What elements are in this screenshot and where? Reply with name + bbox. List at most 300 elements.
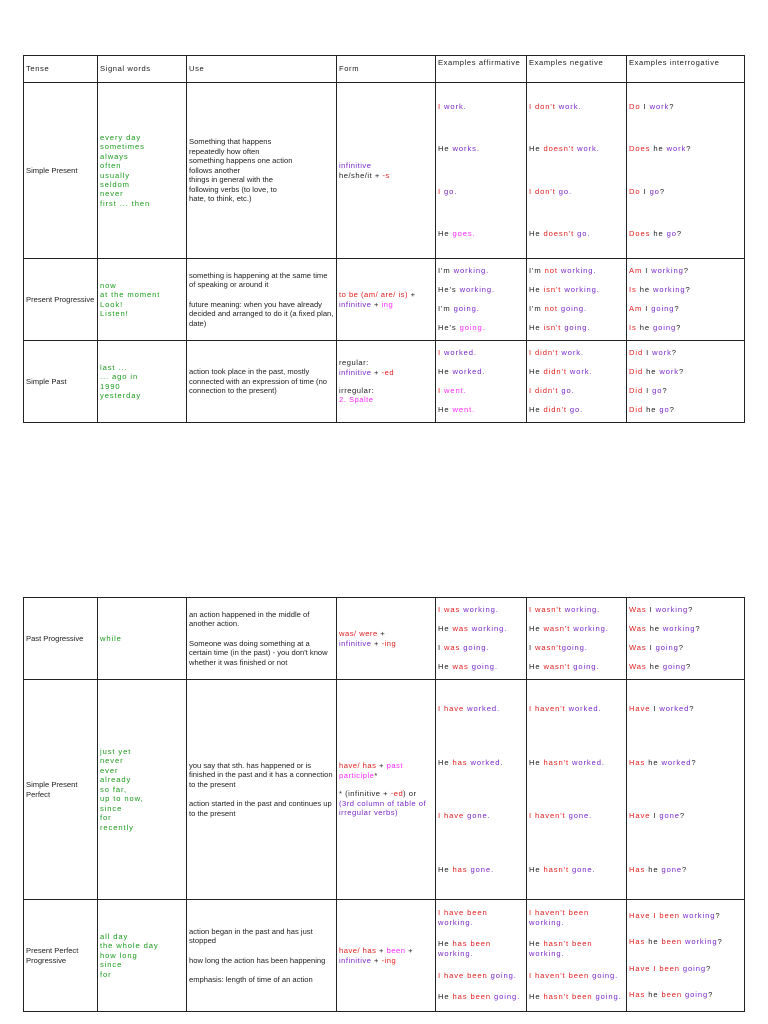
example-sentence (438, 367, 524, 376)
example-segment: He (438, 366, 453, 376)
example-segment: I wasn't (529, 604, 565, 614)
example-sentence (529, 971, 624, 980)
form-segment: infinitive (339, 638, 375, 648)
signal-word: every day (100, 132, 142, 142)
signal-words-list (100, 747, 184, 832)
example-list (629, 682, 742, 896)
example-segment: working. (453, 265, 490, 275)
example-segment: Am (629, 265, 646, 275)
example-segment: go (652, 385, 663, 395)
use-text: something is happening at the same time of speaking or around it (189, 270, 328, 290)
use-text: repeatedly how often (189, 146, 260, 156)
example-sentence (529, 323, 624, 332)
example-segment: I didn't (529, 385, 562, 395)
example-segment: work (649, 101, 670, 111)
example-sentence (629, 964, 742, 973)
example-segment: I (438, 385, 445, 395)
example-segment: go (666, 229, 677, 238)
example-segment: Is (629, 322, 640, 332)
use-cell (187, 680, 337, 900)
example-list (529, 600, 624, 676)
example-segment: I (438, 642, 445, 652)
signal-word: last ... (100, 362, 128, 372)
form-segment: to be (am/ are/ is) (339, 290, 411, 300)
signal-word: Look! (100, 299, 124, 309)
use-list (189, 761, 334, 818)
example-segment: ? (717, 937, 723, 946)
use-text: how long the action has been happening (189, 955, 326, 965)
example-segment: Have I been (629, 910, 683, 920)
tense-name-cell: Simple Past (24, 341, 98, 423)
example-sentence (529, 367, 624, 376)
example-segment: ? (678, 642, 684, 652)
example-segment: Did (629, 404, 647, 414)
example-neg-cell (527, 83, 627, 259)
example-segment: been (661, 990, 685, 999)
form-segment: regular: (339, 358, 369, 368)
form-segment: + (380, 629, 386, 639)
example-segment: He (529, 366, 544, 376)
example-segment: going (652, 322, 677, 332)
example-segment: ? (669, 101, 675, 111)
example-segment: I don't (529, 101, 559, 111)
example-segment: He (438, 623, 453, 633)
example-segment: Have I been (629, 963, 683, 973)
example-segment: worked. (568, 704, 602, 713)
example-sentence (629, 865, 742, 874)
use-list (189, 610, 334, 667)
tense-name-cell: Past Progressive (24, 598, 98, 680)
example-segment: ? (691, 757, 697, 767)
example-int-cell (627, 598, 745, 680)
example-segment: he (653, 144, 667, 153)
example-neg-cell (527, 598, 627, 680)
tense-row (24, 680, 745, 900)
use-list (189, 367, 334, 395)
example-sentence (529, 229, 624, 238)
example-segment: going. (573, 661, 600, 671)
example-segment: go (649, 186, 660, 196)
example-sentence (438, 662, 524, 671)
example-segment: work (652, 347, 672, 357)
use-text: hate, to think, etc.) (189, 194, 252, 204)
example-segment: ? (688, 604, 694, 614)
example-segment: worked. (452, 366, 486, 376)
signal-word: never (100, 756, 124, 766)
example-sentence (529, 811, 624, 820)
example-neg-cell (527, 259, 627, 341)
example-segment: Does (629, 229, 654, 238)
example-segment: He (529, 623, 544, 633)
example-segment: didn't (543, 366, 570, 376)
use-text: Something that happens (189, 137, 272, 147)
example-segment: He (438, 757, 453, 767)
signal-words-cell (98, 680, 187, 900)
example-segment: hasn't been (543, 939, 593, 949)
use-text: an action happened in the middle of another action. (189, 609, 310, 629)
example-segment: ? (676, 229, 682, 238)
example-segment: ? (689, 704, 695, 713)
example-segment: work. (569, 366, 593, 376)
example-segment: He (438, 144, 453, 153)
signal-word: already (100, 775, 132, 785)
use-cell (187, 341, 337, 423)
signal-word: since (100, 960, 123, 970)
example-segment: ? (681, 864, 688, 874)
tense-row (24, 341, 745, 423)
example-sentence (529, 348, 624, 357)
example-list (629, 902, 742, 1008)
example-segment: was (444, 642, 464, 652)
example-list (438, 902, 524, 1008)
example-segment: I (643, 101, 650, 111)
example-sentence (529, 624, 624, 633)
example-segment: Does (629, 144, 654, 153)
example-segment: worked. (470, 757, 504, 767)
example-segment: wasn't (543, 661, 574, 671)
example-segment: working. (564, 284, 600, 294)
example-sentence (529, 605, 624, 614)
form-segment: * (374, 770, 378, 780)
example-sentence (529, 939, 624, 958)
example-segment: I (438, 604, 445, 614)
example-sentence (629, 323, 742, 332)
example-segment: Did (629, 347, 647, 357)
signal-word: for (100, 969, 112, 979)
signal-words-list (100, 634, 184, 643)
example-segment: ? (715, 910, 721, 920)
example-sentence (438, 992, 524, 1001)
example-segment: hasn't (543, 864, 572, 874)
form-segment: -ed (390, 789, 404, 799)
example-segment: going. (494, 992, 521, 1002)
example-segment: He (529, 992, 544, 1002)
example-segment: working (682, 910, 716, 920)
example-int-cell (627, 900, 745, 1012)
example-sentence (529, 662, 624, 671)
example-neg-cell (527, 341, 627, 423)
use-text: future meaning: when you have already decided and arranged to do it (a fixed plan, date) (189, 299, 334, 328)
example-sentence (438, 285, 524, 294)
header-form: Form (337, 56, 436, 83)
example-list (438, 261, 524, 337)
signal-word: since (100, 803, 123, 813)
example-sentence (629, 285, 742, 294)
example-segment: has (452, 757, 471, 767)
signal-word: while (100, 633, 122, 643)
signal-word: seldom (100, 179, 130, 189)
example-segment: went. (444, 385, 467, 395)
example-segment: worked. (467, 704, 500, 713)
form-segment: ) or (403, 789, 417, 799)
example-segment: gone. (467, 811, 491, 820)
use-text: action took place in the past, mostly connected with an expression of time (no connection to the present) (189, 367, 328, 396)
example-segment: He (529, 229, 544, 238)
example-sentence (438, 144, 524, 153)
example-segment: he (639, 322, 653, 332)
example-segment: He (438, 864, 453, 874)
use-text: action began in the past and has just stopped (189, 926, 313, 946)
example-segment: was (452, 623, 472, 633)
example-aff-cell (436, 259, 527, 341)
example-sentence (438, 939, 524, 958)
example-sentence (629, 266, 742, 275)
example-segment: work (659, 366, 680, 376)
example-segment: not (544, 265, 561, 275)
tense-row (24, 83, 745, 259)
example-segment: Do (629, 186, 644, 196)
example-segment: not (544, 303, 561, 313)
example-sentence (529, 992, 624, 1001)
example-segment: hasn't (543, 757, 572, 767)
example-sentence (629, 624, 742, 633)
example-sentence (438, 758, 524, 767)
form-segment: + (374, 955, 382, 965)
example-segment: work. (561, 347, 585, 357)
example-list (629, 600, 742, 676)
example-aff-cell (436, 680, 527, 900)
example-segment: Was (629, 623, 650, 633)
example-sentence (629, 758, 742, 767)
signal-word: always (100, 151, 129, 161)
example-segment: didn't (543, 404, 570, 414)
form-segment: -ing (381, 638, 397, 648)
example-segment: wasn't (543, 623, 574, 633)
example-segment: doesn't (543, 229, 578, 238)
example-segment: he (646, 366, 660, 376)
example-sentence (629, 144, 742, 153)
form-cell (337, 680, 436, 900)
example-aff-cell (436, 598, 527, 680)
example-segment: I (646, 385, 653, 395)
example-segment: go (659, 404, 670, 414)
example-sentence (438, 624, 524, 633)
example-segment: going. (490, 970, 517, 980)
example-segment: going (682, 963, 706, 973)
example-segment: went. (452, 404, 476, 414)
example-segment: going. (564, 322, 591, 332)
example-sentence (438, 102, 524, 111)
signal-word: often (100, 161, 122, 171)
example-segment: working (655, 604, 689, 614)
example-segment: I'm (529, 265, 545, 275)
example-segment: go. (558, 186, 573, 196)
example-segment: I (645, 265, 652, 275)
example-segment: He (438, 229, 453, 238)
example-aff-cell (436, 83, 527, 259)
use-cell (187, 83, 337, 259)
example-sentence (438, 908, 524, 927)
example-sentence (529, 405, 624, 414)
form-line (339, 761, 433, 780)
form-segment: + (374, 299, 382, 309)
example-segment: doesn't (543, 144, 578, 153)
example-sentence (629, 187, 742, 196)
use-cell (187, 259, 337, 341)
example-segment: I haven't been (529, 908, 590, 918)
signal-words-list (100, 281, 184, 319)
example-segment: he (646, 404, 660, 414)
example-segment: going (685, 990, 709, 999)
header-examples-interrogative: Examples interrogative (627, 56, 745, 83)
signal-word: for (100, 813, 112, 823)
tense-table-1 (23, 55, 745, 423)
form-segment: have/ has (339, 761, 380, 771)
example-segment: has (452, 864, 471, 874)
example-sentence (529, 285, 624, 294)
signal-word: the whole day (100, 941, 159, 951)
signal-word: usually (100, 170, 130, 180)
signal-word: ... ago in (100, 372, 139, 382)
form-segment: been (386, 946, 409, 956)
example-segment: I haven't (529, 811, 569, 820)
example-segment: He (438, 661, 453, 671)
example-sentence (438, 704, 524, 713)
example-segment: worked. (571, 757, 605, 767)
example-segment: Was (629, 604, 650, 614)
example-segment: going. (471, 661, 498, 671)
example-sentence (438, 643, 524, 652)
example-sentence (529, 144, 624, 153)
signal-words-cell (98, 83, 187, 259)
example-sentence (629, 102, 742, 111)
example-segment: He (529, 144, 544, 153)
example-sentence (629, 348, 742, 357)
use-text: you say that sth. has happened or is finished in the past and it has a connection to the present (189, 760, 333, 789)
header-tense: Tense (24, 56, 98, 83)
example-segment: have (444, 811, 468, 820)
example-segment: gone. (571, 864, 596, 874)
example-segment: I have been (438, 970, 491, 980)
form-segment: -s (382, 170, 390, 180)
example-segment: going (651, 303, 675, 313)
example-list (529, 343, 624, 419)
example-segment: I (438, 186, 445, 196)
example-sentence (529, 304, 624, 313)
example-segment: has been (452, 992, 494, 1002)
example-int-cell (627, 259, 745, 341)
example-segment: he (648, 864, 662, 874)
example-neg-cell (527, 900, 627, 1012)
example-list (529, 261, 624, 337)
example-segment: I (643, 186, 650, 196)
signal-words-cell (98, 341, 187, 423)
example-segment: working (652, 284, 686, 294)
example-segment: going. (560, 303, 587, 313)
use-text: something happens one action (189, 156, 293, 166)
form-cell (337, 83, 436, 259)
header-signal-words: Signal words (98, 56, 187, 83)
example-list (529, 902, 624, 1008)
example-segment: isn't (543, 284, 565, 294)
example-segment: hasn't been (543, 992, 596, 1002)
example-segment: work. (558, 101, 582, 111)
form-segment: + (379, 946, 387, 956)
example-segment: he (648, 937, 662, 946)
form-line (339, 171, 433, 180)
example-segment: Has (629, 937, 649, 946)
example-segment: Has (629, 990, 649, 999)
example-segment: ? (679, 811, 685, 820)
tense-row (24, 598, 745, 680)
example-sentence (438, 187, 524, 196)
example-segment: been (661, 937, 685, 946)
example-segment: He's (438, 322, 460, 332)
example-segment: working. (529, 948, 565, 958)
signal-words-cell (98, 259, 187, 341)
example-sentence (438, 229, 524, 238)
example-segment: he (648, 990, 662, 999)
example-sentence (438, 386, 524, 395)
form-line (339, 956, 433, 965)
example-segment: ? (679, 366, 685, 376)
example-segment: ? (683, 265, 689, 275)
header-examples-negative: Examples negative (527, 56, 627, 83)
signal-word: yesterday (100, 390, 142, 400)
example-segment: He (438, 404, 453, 414)
form-cell (337, 900, 436, 1012)
example-segment: He's (438, 284, 460, 294)
example-segment: worked (659, 704, 690, 713)
example-segment: wasn't (535, 642, 562, 652)
example-sentence (629, 937, 742, 946)
signal-word: 1990 (100, 381, 121, 391)
signal-words-list (100, 133, 184, 209)
example-sentence (629, 367, 742, 376)
example-segment: gone. (568, 811, 593, 820)
example-segment: goes. (452, 229, 476, 238)
example-segment: He (529, 757, 544, 767)
example-segment: ? (669, 404, 675, 414)
use-text: following verbs (to love, to (189, 184, 277, 194)
example-segment: I (649, 604, 656, 614)
example-segment: working. (438, 917, 474, 927)
example-segment: I haven't (529, 704, 569, 713)
signal-words-cell (98, 598, 187, 680)
example-segment: Is (629, 284, 640, 294)
example-segment: work. (577, 144, 600, 153)
example-segment: He (529, 404, 544, 414)
example-segment: ? (705, 963, 712, 973)
example-segment: Has (629, 864, 649, 874)
example-segment: I'm (438, 303, 454, 313)
form-line (339, 946, 433, 955)
example-segment: Did (629, 385, 647, 395)
example-segment: ? (685, 284, 691, 294)
example-segment: working. (560, 265, 597, 275)
example-segment: He (438, 939, 453, 949)
tense-name-cell: Present Perfect Progressive (24, 900, 98, 1012)
signal-words-list (100, 932, 184, 979)
example-sentence (529, 704, 624, 713)
form-segment: have/ has (339, 946, 380, 956)
example-segment: go. (577, 229, 591, 238)
example-segment: works. (452, 144, 480, 153)
example-segment: Have (629, 811, 654, 820)
example-int-cell (627, 83, 745, 259)
use-cell (187, 598, 337, 680)
example-sentence (438, 971, 524, 980)
form-segment: * (infinitive (339, 789, 384, 799)
example-sentence (629, 662, 742, 671)
example-segment: I (529, 642, 536, 652)
form-segment: + (374, 638, 382, 648)
form-segment: -ed (381, 367, 395, 377)
example-list (529, 682, 624, 896)
example-list (438, 85, 524, 255)
use-cell (187, 900, 337, 1012)
signal-word: at the moment (100, 290, 161, 300)
